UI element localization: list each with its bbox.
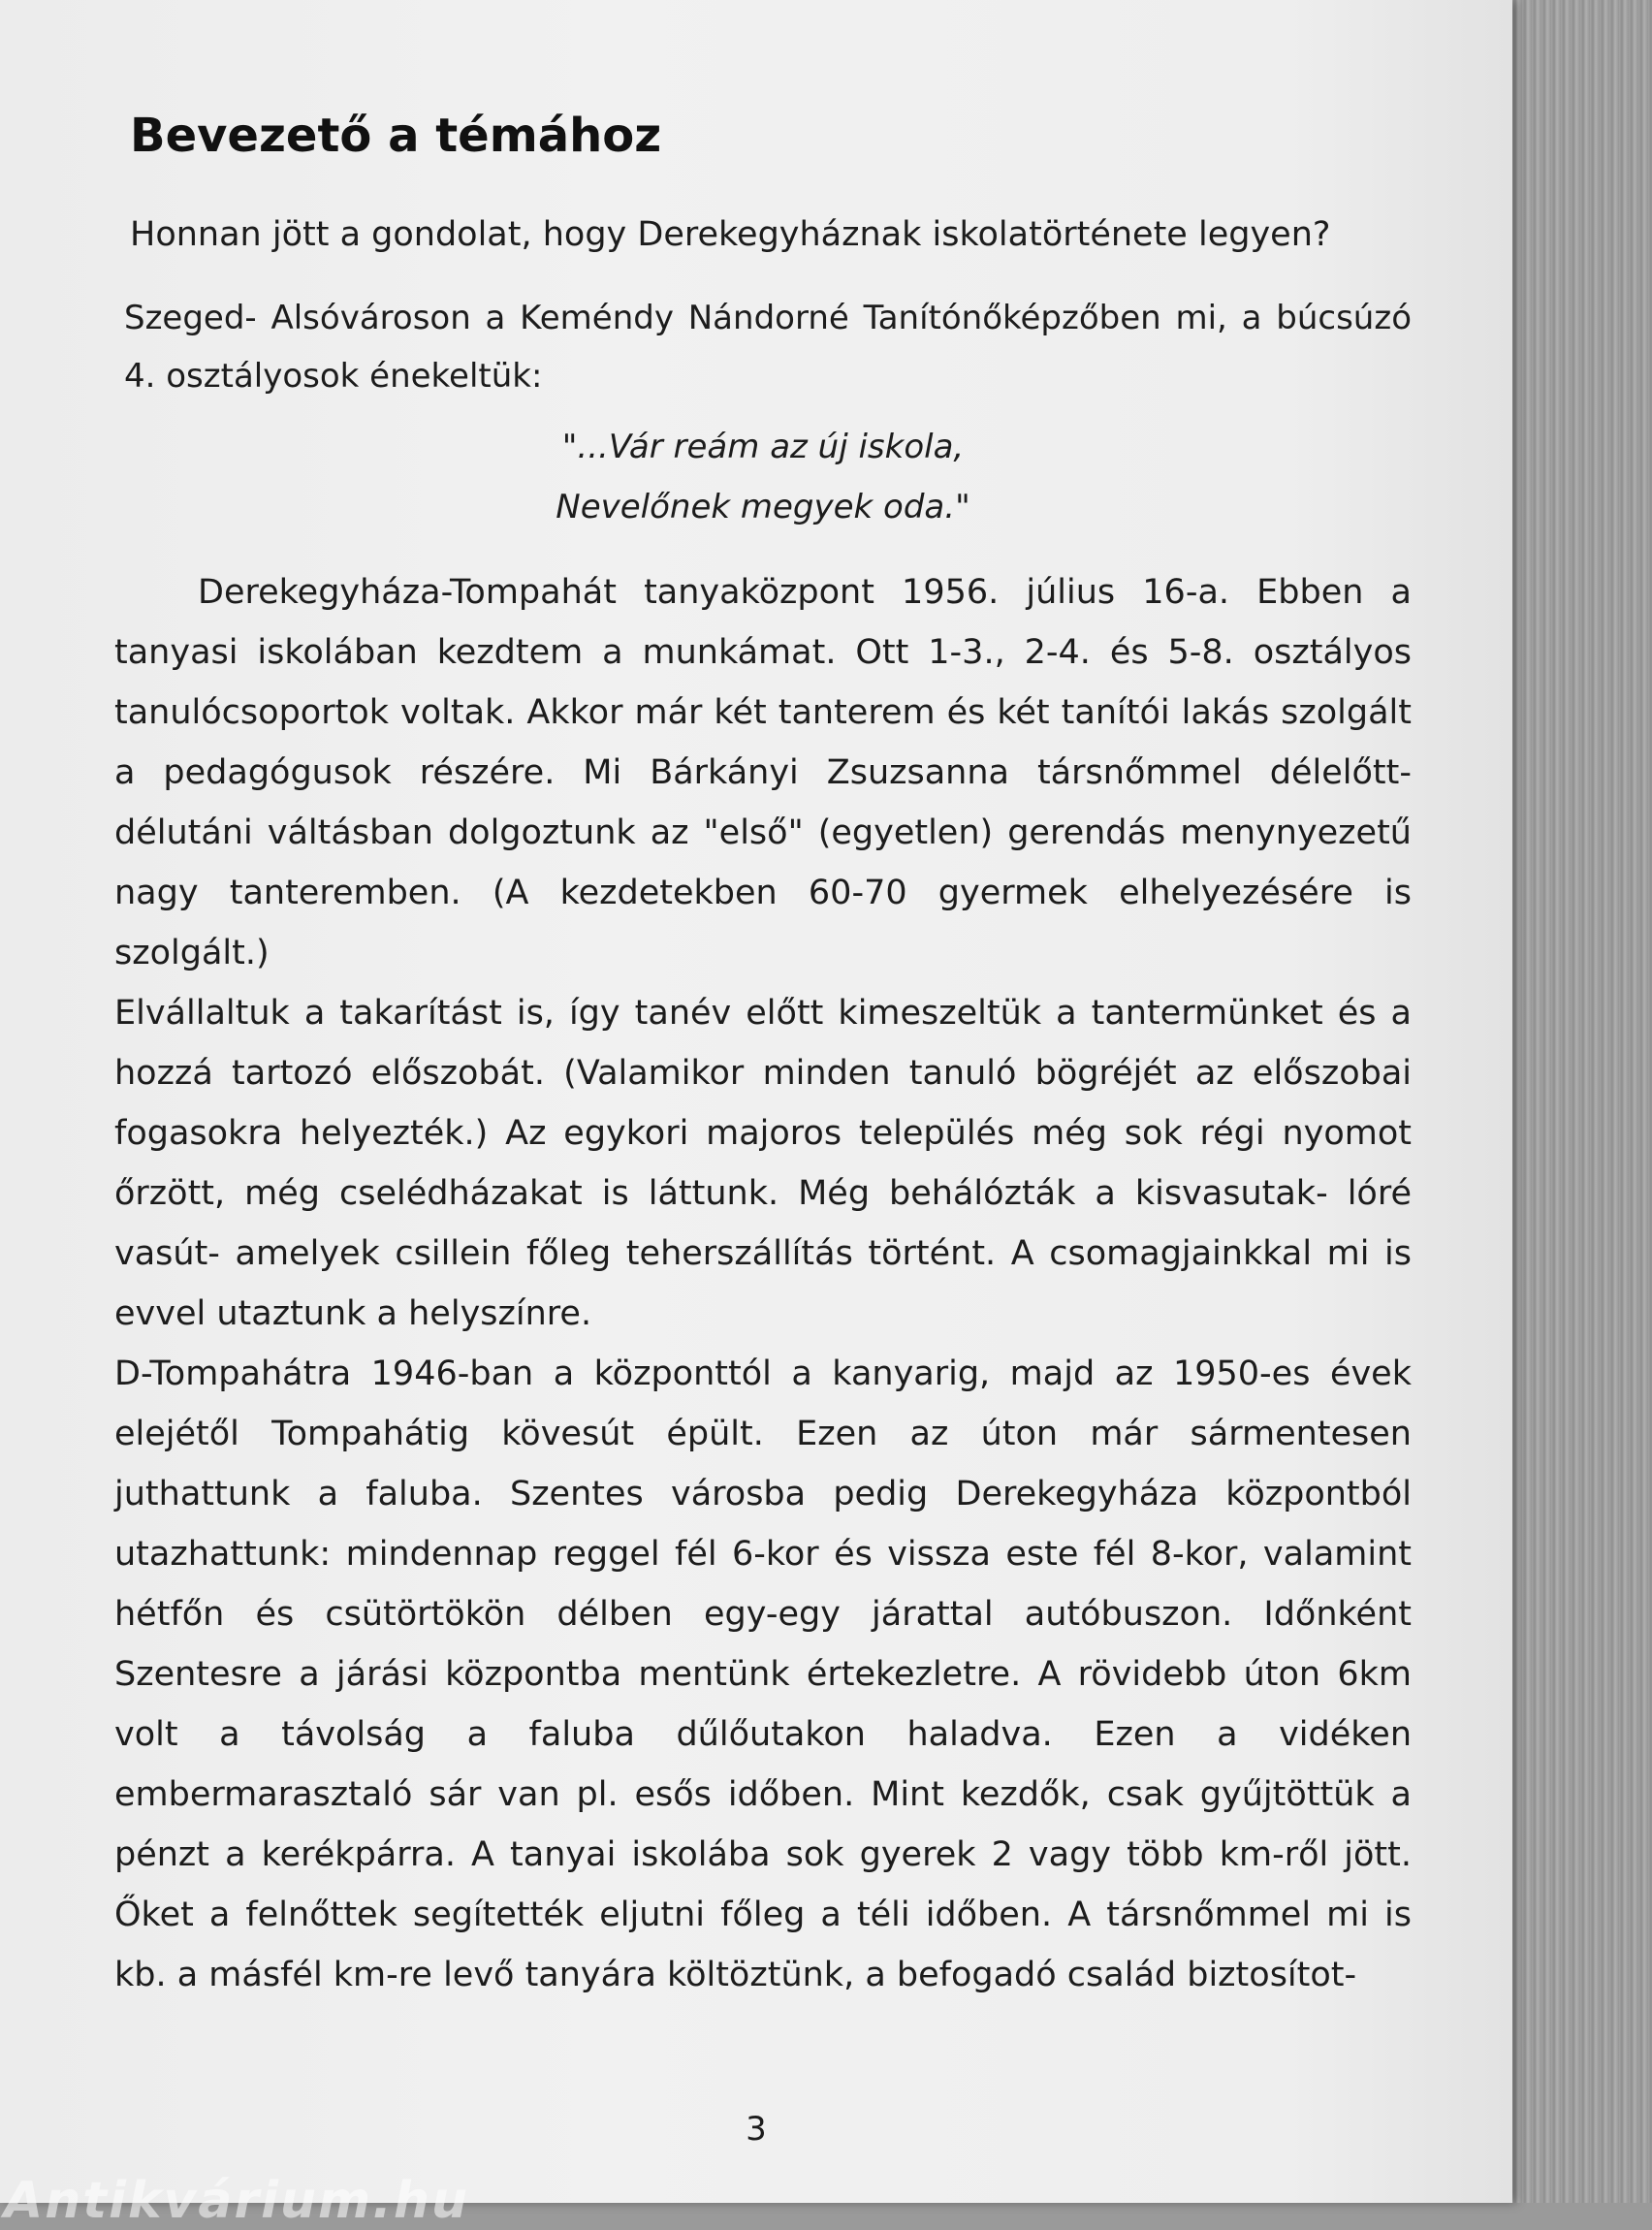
intro-paragraph: Szeged- Alsóvároson a Keméndy Nándorné Tanítónőképzőben mi, a búcsúzó 4. osztályosok énekeltük: xyxy=(124,299,1412,396)
body-paragraph-3: D-Tompahátra 1946-ban a központtól a kanyarig, majd az 1950-es évek elejétől Tompahátig kövesút épült. Ezen az úton már sármentesen juthattunk a faluba. Szentes városba pedig Derekegyháza központból utazhattunk: mindennap reggel fél 6-kor és vissza este fél 8-kor, valamint hétfőn és csütörtökön délben egy-egy járattal autóbuszon. Időnként Szentesre a járási központba mentünk értekezletre. A rövidebb úton 6km volt a távolság a faluba dűlőutakon haladva. Ezen a vidéken embermarasztaló sár van pl. esős időben. Mint kezdők, csak gyűjtöttük a pénzt a kerékpárra. A tanyai iskolába sok gyerek 2 vagy több km-ről jött. Őket a felnőttek segítették eljutni főleg a téli időben. A társnőmmel mi is kb. a másfél km-re levő tanyára költöztünk, a befogadó család biztosítot- xyxy=(114,1354,1412,1994)
page-number: 3 xyxy=(746,2110,767,2149)
body-paragraph-1: Derekegyháza-Tompahát tanyaközpont 1956. július 16-a. Ebben a tanyasi iskolában kezdtem a munkámat. Ott 1-3., 2-4. és 5-8. osztályos tanulócsoportok voltak. Akkor már két tanterem és két tanítói lakás szolgált a pedagógusok részére. Mi Bárkányi Zsuzsanna társnőmmel délelőtt- délutáni váltásban dolgoztunk az "első" (egyetlen) gerendás menynyezetű nagy tanteremben. (A kezdetekben 60-70 gyermek elhelyezésére is szolgált.) xyxy=(114,573,1412,972)
page-content xyxy=(114,97,1412,2005)
body-paragraph-2: Elvállaltuk a takarítást is, így tanév előtt kimeszeltük a tantermünket és a hozzá tartozó előszobát. (Valamikor minden tanuló bögréjét az előszobai fogasokra helyezték.) Az egykori majoros település még sok régi nyomot őrzött, még cselédházakat is láttunk. Még behálózták a kisvasutak- lóré vasút- amelyek csillein főleg teherszállítás történt. A csomagjainkkal mi is evvel utaztunk a helyszínre. xyxy=(114,994,1412,1333)
intro-question: Honnan jött a gondolat, hogy Derekegyháznak iskolatörténete legyen? xyxy=(130,215,1331,254)
watermark: Antikvárium.hu xyxy=(4,2172,469,2230)
song-quote xyxy=(114,417,1412,537)
quote-line-1: "...Vár reám az új iskola, xyxy=(561,428,965,466)
section-heading: Bevezető a témához xyxy=(130,109,662,163)
quote-line-2: Nevelőnek megyek oda." xyxy=(556,488,970,526)
